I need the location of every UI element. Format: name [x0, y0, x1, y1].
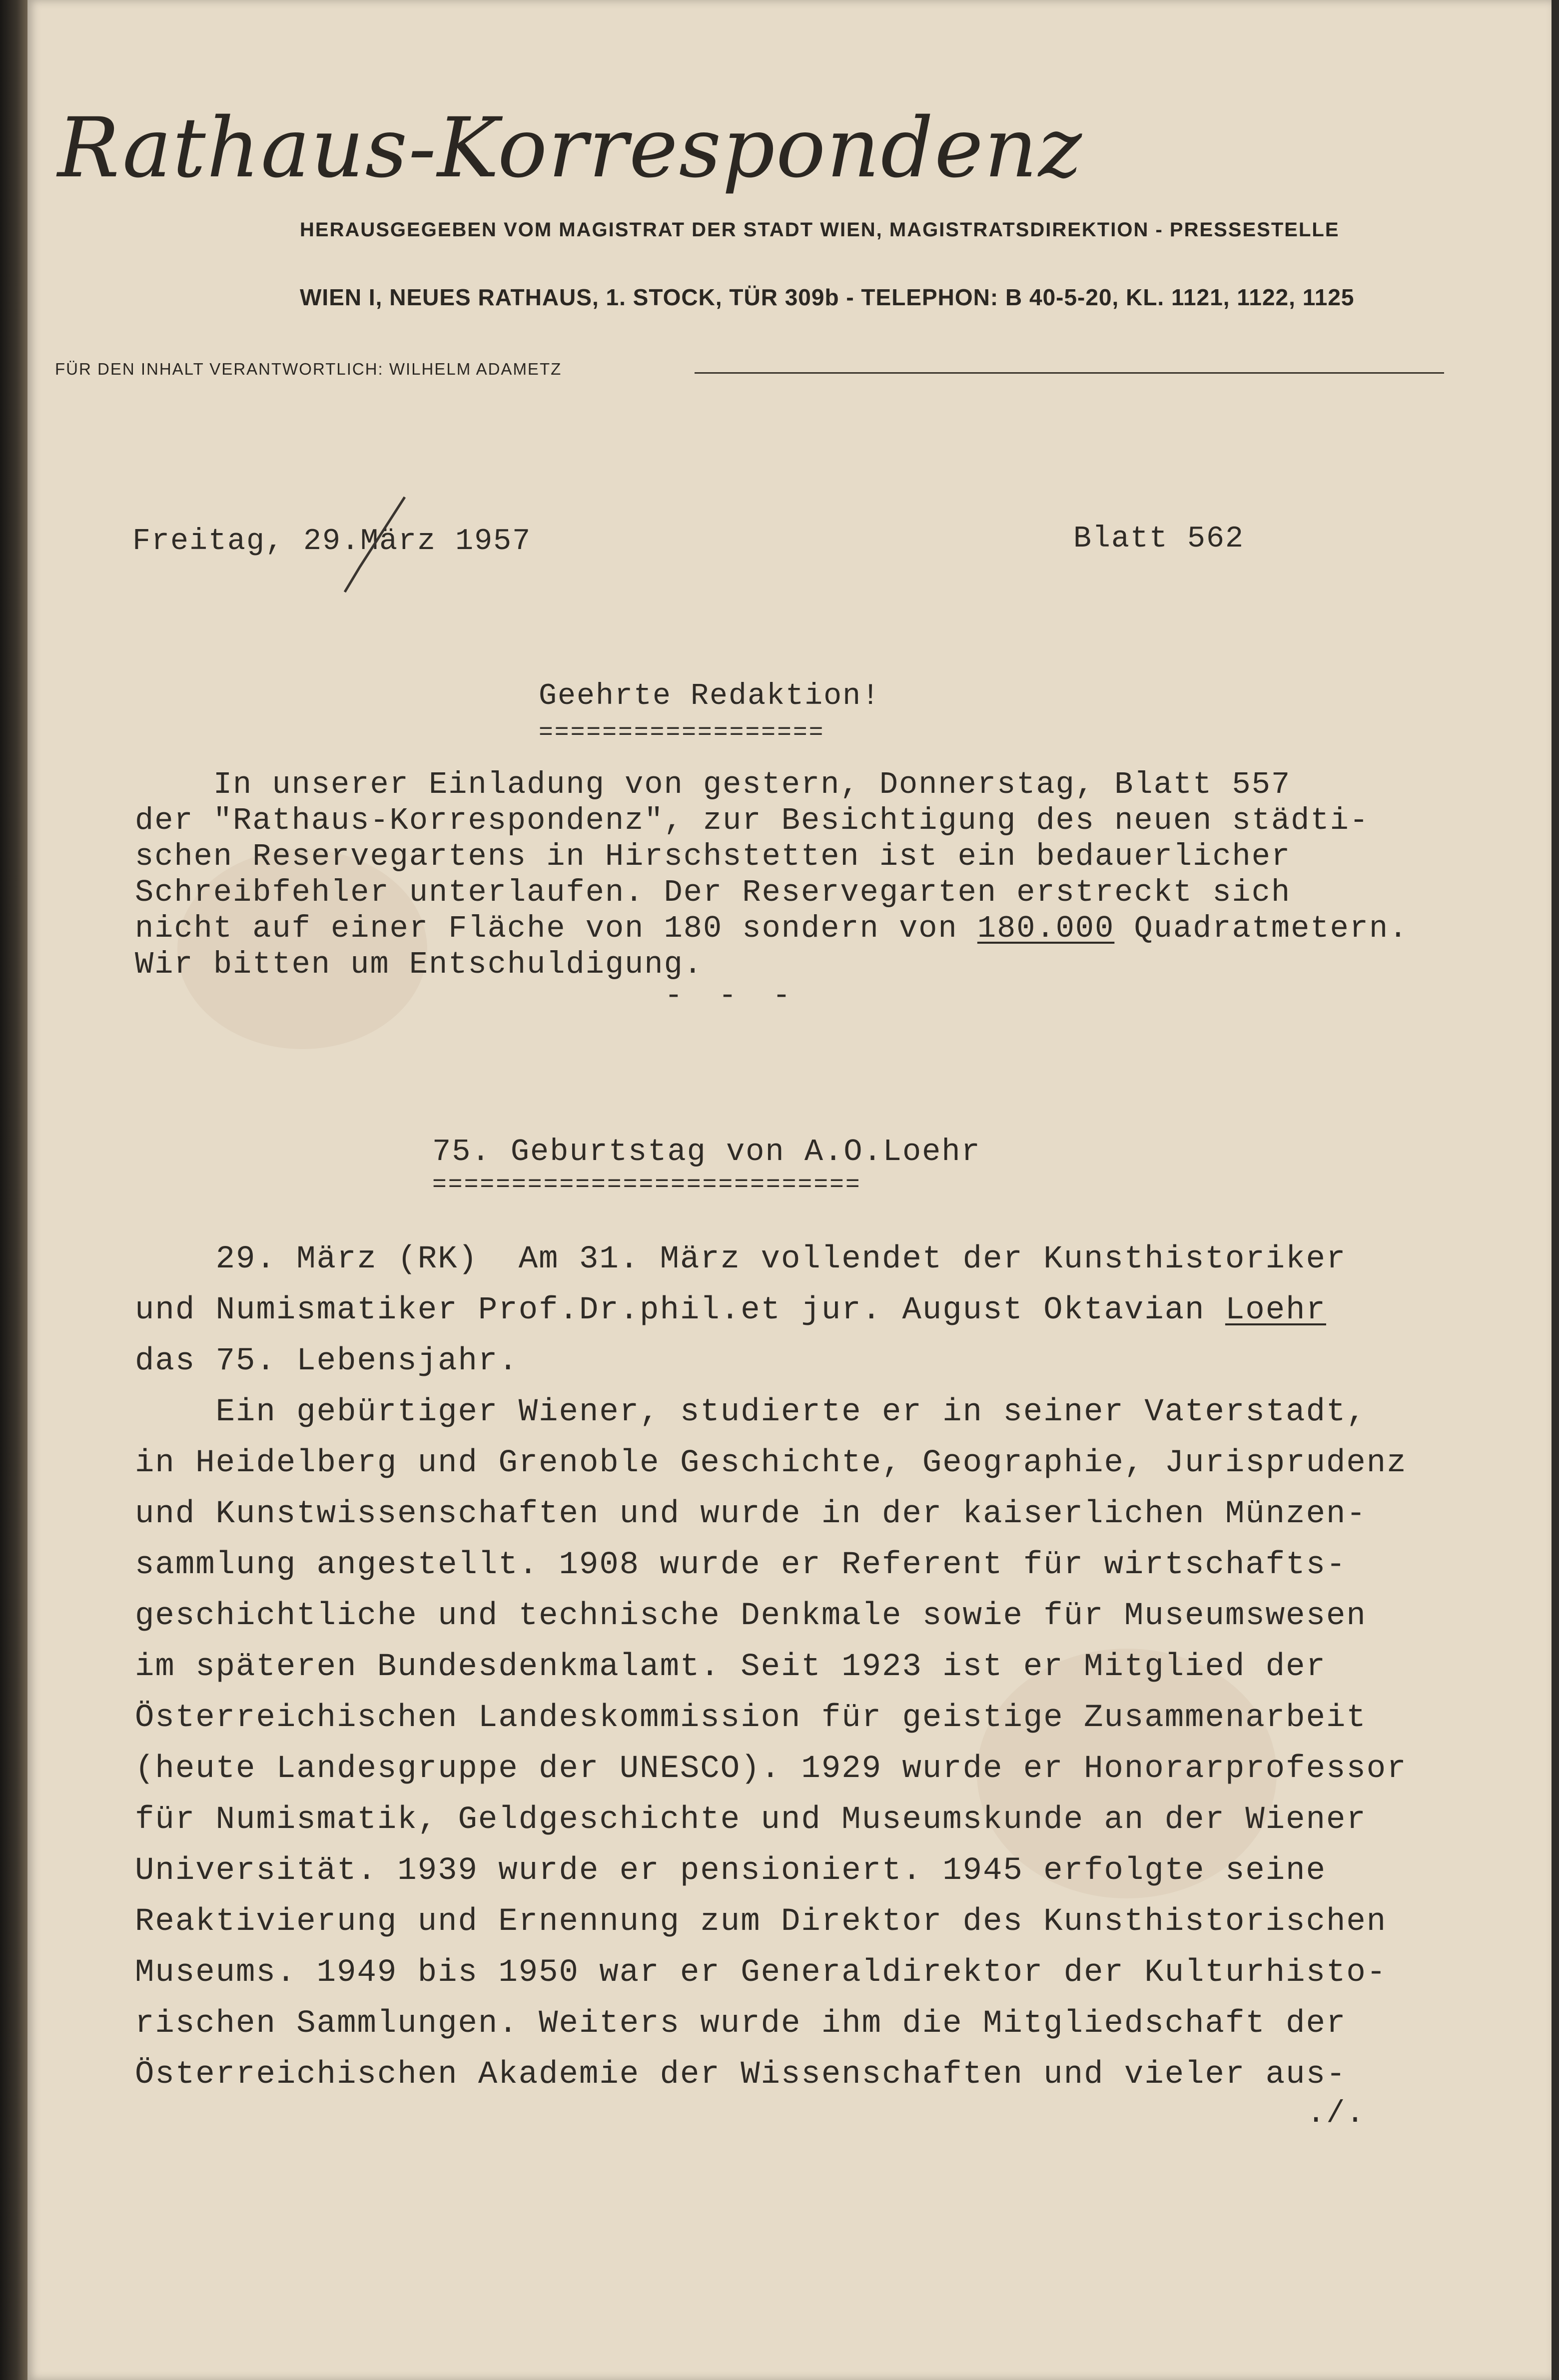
- article-heading: 75. Geburtstag von A.O.Loehr: [432, 1134, 981, 1170]
- section-separator: - - -: [665, 979, 800, 1013]
- article-line: Österreichischen Landeskommission für geistige Zusammenarbeit: [135, 1700, 1367, 1736]
- article-line: Ein gebürtiger Wiener, studierte er in seiner Vaterstadt,: [135, 1394, 1367, 1430]
- article-line: Universität. 1939 wurde er pensioniert. 1945 erfolgte seine: [135, 1853, 1326, 1889]
- notice-line: In unserer Einladung von gestern, Donnerstag, Blatt 557: [135, 767, 1291, 802]
- article-line: und Numismatiker Prof.Dr.phil.et jur. August Oktavian: [135, 1292, 1225, 1328]
- article-line: das 75. Lebensjahr.: [135, 1343, 519, 1379]
- sheet-number: Blatt 562: [1073, 522, 1245, 556]
- article-heading-rule: ===========================: [432, 1172, 861, 1198]
- masthead-rule: [695, 372, 1444, 374]
- article-line: Reaktivierung und Ernennung zum Direktor des Kunsthistorischen: [135, 1904, 1387, 1940]
- book-spine: [0, 0, 27, 2380]
- notice-underlined-figure: 180.000: [977, 911, 1115, 946]
- notice-line: Quadratmetern.: [1114, 911, 1409, 946]
- masthead-publisher: HERAUSGEGEBEN VOM MAGISTRAT DER STADT WIEN, MAGISTRATSDIREKTION - PRESSESTELLE: [300, 219, 1340, 241]
- article-line: rischen Sammlungen. Weiters wurde ihm die Mitgliedschaft der: [135, 2006, 1347, 2042]
- article-line: für Numismatik, Geldgeschichte und Museumskunde an der Wiener: [135, 1802, 1367, 1838]
- article-line: und Kunstwissenschaften und wurde in der kaiserlichen Münzen-: [135, 1496, 1367, 1532]
- notice-heading-rule: ==================: [539, 719, 825, 746]
- date-prefix: Freitag, 29.: [132, 525, 361, 559]
- article-line: im späteren Bundesdenkmalamt. Seit 1923 ist er Mitglied der: [135, 1649, 1326, 1685]
- notice-line: nicht auf einer Fläche von 180 sondern von: [135, 911, 977, 946]
- masthead-responsible: FÜR DEN INHALT VERANTWORTLICH: WILHELM ADAMETZ: [55, 360, 562, 378]
- continued-mark: ./.: [1307, 2096, 1366, 2131]
- notice-line: Schreibfehler unterlaufen. Der Reservegarten erstreckt sich: [135, 875, 1291, 910]
- article-line: sammlung angestellt. 1908 wurde er Referent für wirtschafts-: [135, 1547, 1347, 1583]
- article-line: (heute Landesgruppe der UNESCO). 1929 wurde er Honorarprofessor: [135, 1751, 1407, 1787]
- article-line: in Heidelberg und Grenoble Geschichte, Geographie, Jurisprudenz: [135, 1445, 1407, 1481]
- article-line: Museums. 1949 bis 1950 war er Generaldirektor der Kulturhisto-: [135, 1955, 1387, 1991]
- notice-line: Wir bitten um Entschuldigung.: [135, 947, 703, 982]
- article-line: geschichtliche und technische Denkmale sowie für Museumswesen: [135, 1598, 1367, 1634]
- article-body: [135, 1234, 1407, 2100]
- article-line: 29. März (RK) Am 31. März vollendet der Kunsthistoriker: [135, 1241, 1347, 1277]
- masthead-address: WIEN I, NEUES RATHAUS, 1. STOCK, TÜR 309b - TELEPHON: B 40-5-20, KL. 1121, 1122, 1125: [300, 284, 1355, 310]
- notice-heading: Geehrte Redaktion!: [539, 679, 881, 713]
- masthead-title: Rathaus-Korrespondenz: [57, 100, 1083, 196]
- notice-line: schen Reservegartens in Hirschstetten ist ein bedauerlicher: [135, 839, 1291, 874]
- date-rest: März 1957: [360, 525, 532, 559]
- notice-line: der "Rathaus-Korrespondenz", zur Besichtigung des neuen städti-: [135, 803, 1369, 838]
- handwritten-check-mark: [335, 492, 410, 597]
- article-line: Österreichischen Akademie der Wissenschaften und vieler aus-: [135, 2057, 1347, 2093]
- article-underlined-name: Loehr: [1225, 1292, 1326, 1328]
- dateline: [132, 525, 531, 559]
- notice-body: [135, 767, 1408, 983]
